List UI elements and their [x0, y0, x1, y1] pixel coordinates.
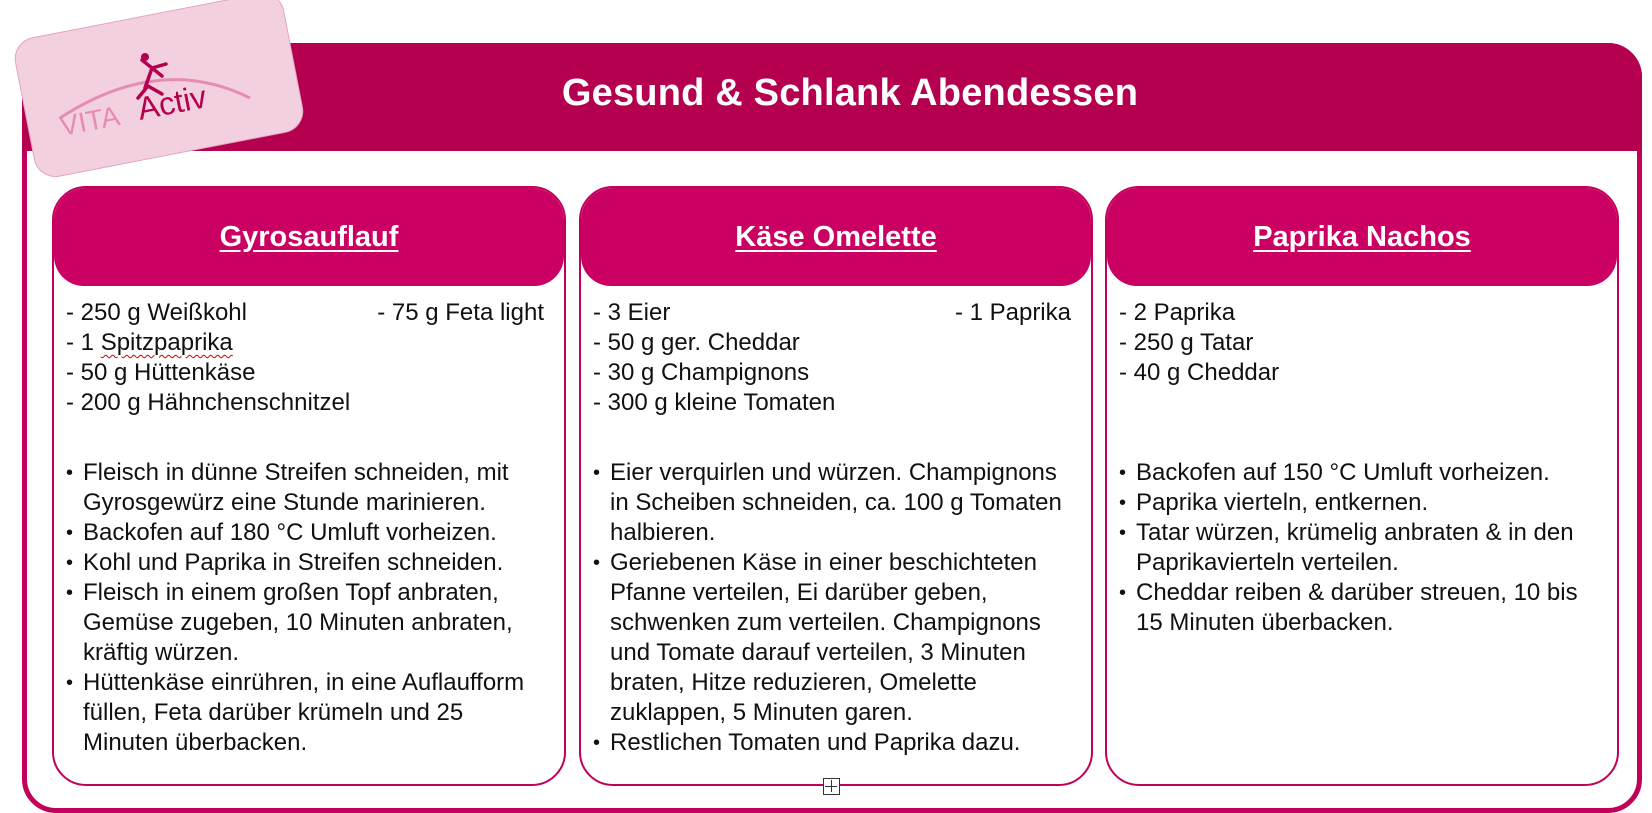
ingredient-item: - 300 g kleine Tomaten: [593, 389, 836, 416]
step-list: [593, 458, 1081, 758]
ingredient-item: - 3 Eier: [593, 299, 671, 326]
ingredient-item: - 200 g Hähnchenschnitzel: [66, 389, 351, 416]
recipe-card-kaese-omelette: [579, 186, 1093, 786]
step-item: • Restlichen Tomaten und Paprika dazu.: [593, 728, 1081, 758]
step-item: • Fleisch in dünne Streifen schneiden, mit Gyrosgewürz eine Stunde marinieren.: [66, 458, 554, 518]
ingredient-item: - 2 Paprika: [1119, 299, 1236, 326]
step-item: • Paprika vierteln, entkernen.: [1119, 488, 1607, 518]
recipe-title[interactable]: Käse Omelette: [735, 220, 937, 253]
ingredient-item-right: - 75 g Feta light: [377, 299, 544, 326]
recipe-card-gyrosauflauf: [52, 186, 566, 786]
step-item: • Eier verquirlen und würzen. Champignons in Scheiben schneiden, ca. 100 g Tomaten halbieren.: [593, 458, 1081, 548]
ingredient-list: [593, 298, 835, 418]
ingredient-item: - 250 g Weißkohl: [66, 299, 247, 326]
ingredient-item-right: - 1 Paprika: [954, 299, 1071, 326]
recipe-card-header: [1107, 188, 1617, 286]
step-item: • Hüttenkäse einrühren, in eine Auflaufform füllen, Feta darüber krümeln und 25 Minuten überbacken.: [66, 668, 554, 758]
recipe-card-paprika-nachos: [1105, 186, 1619, 786]
ingredient-list: [66, 298, 350, 418]
logo-text-vita: VITA: [57, 99, 123, 142]
ingredient-list: [1119, 298, 1279, 388]
step-item: • Geriebenen Käse in einer beschichteten Pfanne verteilen, Ei darüber geben, schwenken zum verteilen. Champignons und Tomate darauf verteilen, 3 Minuten braten, Hitze reduzieren, Omelette zuklappen, 5 Minuten garen.: [593, 548, 1081, 728]
ingredient-item: - 30 g Champignons: [593, 359, 810, 386]
step-item: • Backofen auf 150 °C Umluft vorheizen.: [1119, 458, 1607, 488]
ingredient-item-text: Spitzpaprika: [100, 329, 233, 356]
step-item: • Cheddar reiben & darüber streuen, 10 bis 15 Minuten überbacken.: [1119, 578, 1607, 638]
step-item: • Fleisch in einem großen Topf anbraten, Gemüse zugeben, 10 Minuten anbraten, kräftig würzen.: [66, 578, 554, 668]
table-move-handle-icon[interactable]: [823, 778, 840, 795]
logo-text-activ: Activ: [134, 78, 210, 127]
ingredient-item: - 40 g Cheddar: [1119, 359, 1280, 386]
recipe-card-header: [581, 188, 1091, 286]
step-list: [66, 458, 554, 758]
vita-activ-logo: [50, 48, 280, 148]
page-title: Gesund & Schlank Abendessen: [561, 72, 1139, 114]
ingredient-item: - 250 g Tatar: [1119, 329, 1254, 356]
recipe-card-header: [54, 188, 564, 286]
recipe-title[interactable]: Paprika Nachos: [1253, 220, 1471, 253]
ingredient-item: - 50 g Hüttenkäse: [66, 359, 256, 386]
recipe-title[interactable]: Gyrosauflauf: [219, 220, 399, 253]
step-list: [1119, 458, 1607, 638]
step-item: • Backofen auf 180 °C Umluft vorheizen.: [66, 518, 554, 548]
step-item: • Tatar würzen, krümelig anbraten & in den Paprikavierteln verteilen.: [1119, 518, 1607, 578]
step-item: • Kohl und Paprika in Streifen schneiden.: [66, 548, 554, 578]
ingredient-item: - 50 g ger. Cheddar: [593, 329, 800, 356]
ingredient-item: - 1 Spitzpaprika: [66, 329, 233, 356]
